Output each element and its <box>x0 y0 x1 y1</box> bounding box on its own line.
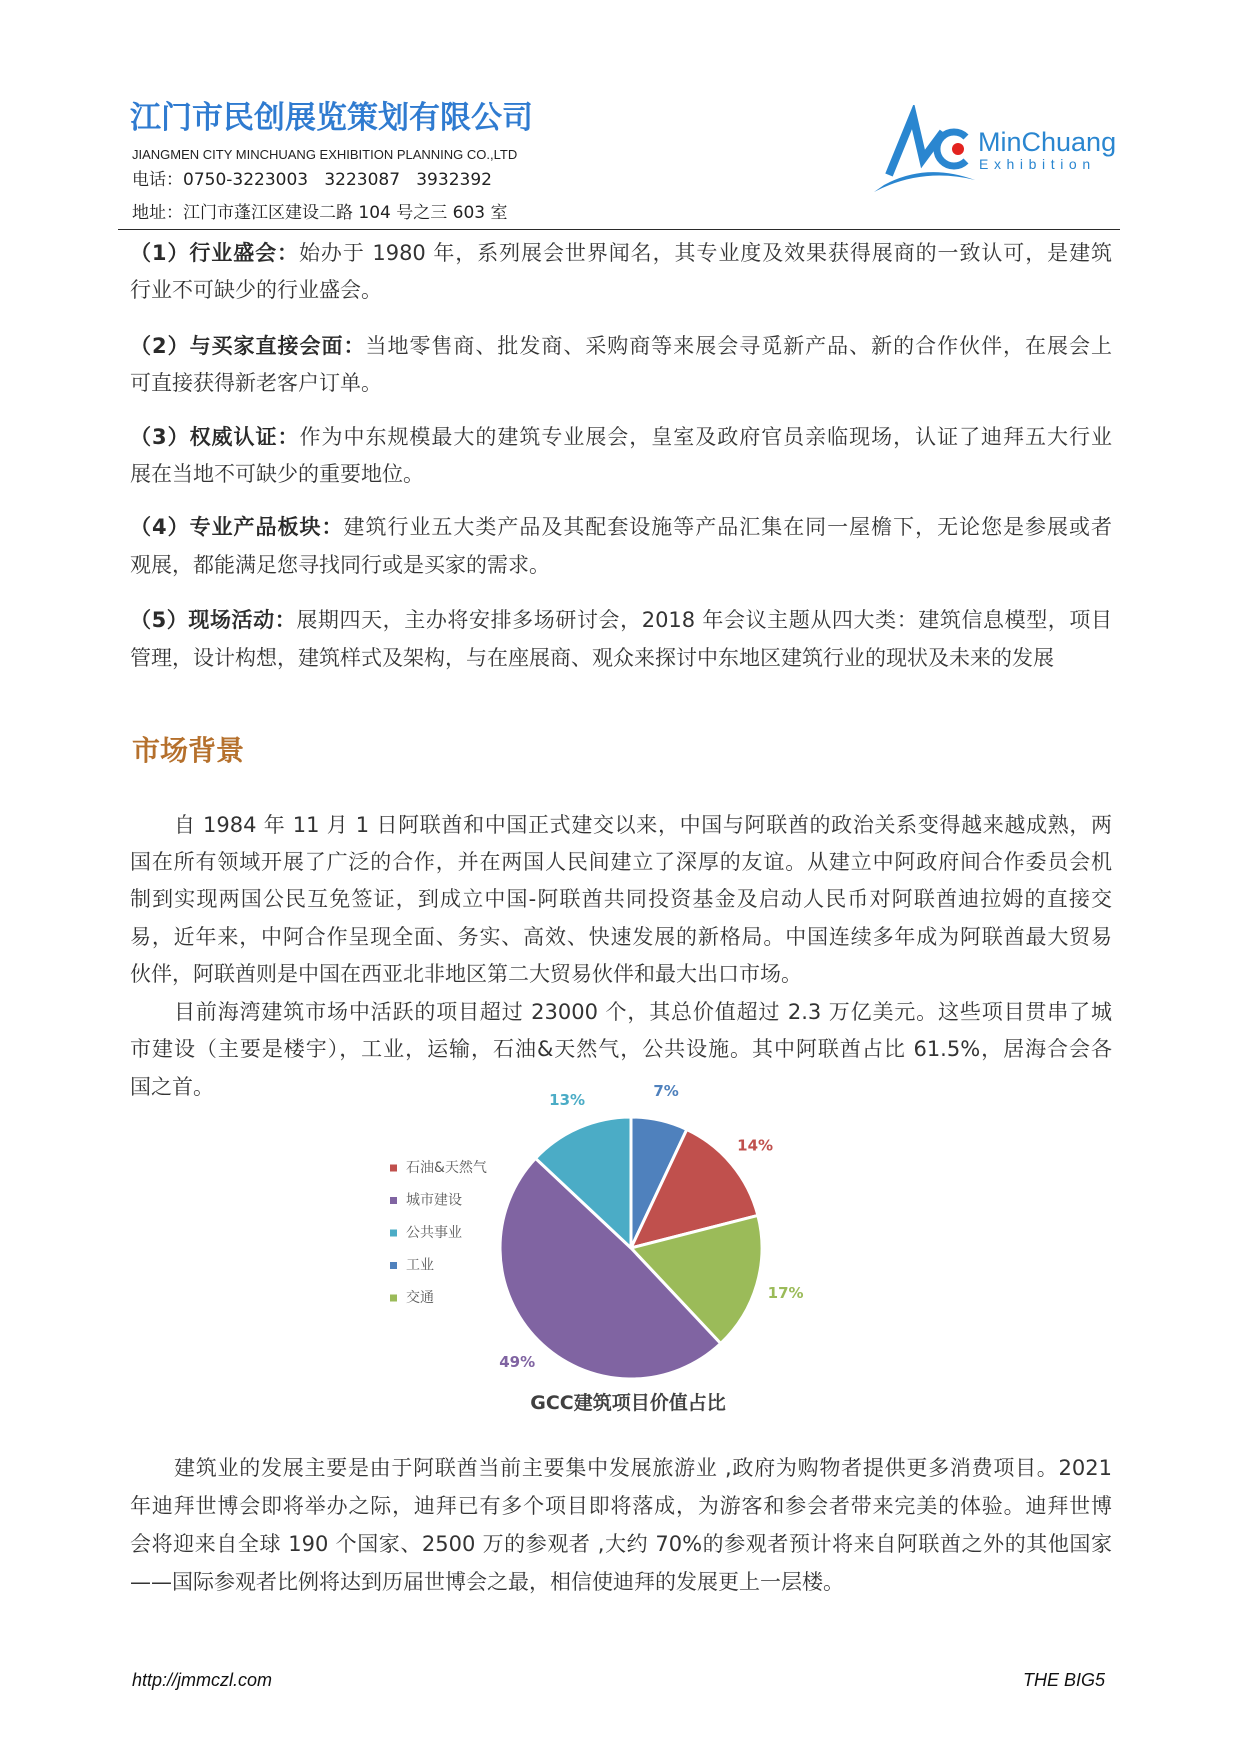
legend-label: 城市建设 <box>406 1192 462 1209</box>
gcc-project-value-pie-chart <box>380 1080 820 1425</box>
company-name-en: JIANGMEN CITY MINCHUANG EXHIBITION PLANNING CO.,LTD <box>132 147 518 162</box>
legend-label: 工业 <box>406 1257 434 1274</box>
paragraph-line: 建筑业的发展主要是由于阿联酋当前主要集中发展旅游业 ,政府为购物者提供更多消费项目。2021 <box>174 1456 1112 1480</box>
logo-brand-name: MinChuang <box>978 127 1117 157</box>
paragraph-line: ——国际参观者比例将达到历届世博会之最，相信使迪拜的发展更上一层楼。 <box>130 1570 844 1594</box>
paragraph-line: 年迪拜世博会即将举办之际，迪拜已有多个项目即将落成，为游客和参会者带来完美的体验。迪拜世博 <box>130 1494 1112 1518</box>
legend-item <box>390 1290 434 1306</box>
logo-swoosh <box>874 172 975 192</box>
feature-text: 始办于 1980 年，系列展会世界闻名，其专业度及效果获得展商的一致认可，是建筑 <box>298 241 1112 265</box>
legend-item <box>390 1224 462 1241</box>
section-heading-market-background: 市场背景 <box>132 734 245 767</box>
pie-data-label: 49% <box>499 1352 536 1371</box>
feature-3-line-1 <box>130 419 1112 455</box>
header-divider <box>118 229 1120 230</box>
feature-label: （3）权威认证： <box>130 425 300 449</box>
paragraph-line: 市建设（主要是楼宇），工业，运输，石油&天然气，公共设施。其中阿联酋占比 61.5%，居海合会各 <box>130 1037 1112 1061</box>
feature-4-line-2: 观展，都能满足您寻找同行或是买家的需求。 <box>130 553 550 577</box>
legend-item <box>390 1159 487 1176</box>
feature-1-line-1 <box>130 235 1112 271</box>
feature-3-line-2: 展在当地不可缺少的重要地位。 <box>130 462 424 486</box>
paragraph-line: 会将迎来自全球 190 个国家、2500 万的参观者 ,大约 70%的参观者预计将来自阿联酋之外的其他国家 <box>130 1532 1112 1556</box>
footer-tag: THE BIG5 <box>1022 1670 1105 1690</box>
legend-marker <box>390 1230 397 1237</box>
feature-label: （5）现场活动： <box>130 608 297 632</box>
feature-label: （4）专业产品板块： <box>130 515 344 539</box>
paragraph-line: 自 1984 年 11 月 1 日阿联酋和中国正式建交以来，中国与阿联酋的政治关系变得越来越成熟，两 <box>174 813 1112 837</box>
feature-2-line-2: 可直接获得新老客户订单。 <box>130 371 382 395</box>
pie-slices <box>500 1117 762 1379</box>
legend-marker <box>390 1165 397 1172</box>
feature-label: （2）与买家直接会面： <box>130 334 366 358</box>
paragraph-line: 国在所有领域开展了广泛的合作，并在两国人民间建立了深厚的友谊。从建立中阿政府间合作委员会机 <box>130 850 1112 874</box>
pie-data-label: 14% <box>737 1136 774 1155</box>
pie-data-label: 13% <box>549 1091 586 1110</box>
paragraph-line: 目前海湾建筑市场中活跃的项目超过 23000 个，其总价值超过 2.3 万亿美元。这些项目贯串了城 <box>174 1000 1112 1024</box>
feature-5-line-1 <box>130 602 1112 638</box>
chart-title: GCC建筑项目价值占比 <box>530 1392 726 1414</box>
feature-5-line-2: 管理，设计构想，建筑样式及架构，与在座展商、观众来探讨中东地区建筑行业的现状及未来的发展 <box>130 646 1054 670</box>
paragraph-line: 易，近年来，中阿合作呈现全面、务实、高效、快速发展的新格局。中国连续多年成为阿联酋最大贸易 <box>130 925 1112 949</box>
pie-data-label: 17% <box>767 1283 804 1302</box>
legend-label: 石油&天然气 <box>406 1160 487 1176</box>
legend-marker <box>390 1197 397 1204</box>
paragraph-line: 伙伴，阿联酋则是中国在西亚北非地区第二大贸易伙伴和最大出口市场。 <box>130 962 802 986</box>
logo-brand-sub: Exhibition <box>979 156 1096 172</box>
company-phone: 电话：0750-3223003 3223087 3932392 <box>132 170 492 190</box>
footer-website-url: http://jmmczl.com <box>132 1670 273 1690</box>
feature-4-line-1 <box>130 509 1112 545</box>
pie-data-label: 7% <box>653 1081 679 1100</box>
feature-1-line-2: 行业不可缺少的行业盛会。 <box>130 278 382 302</box>
paragraph-line: 制到实现两国公民互免签证，到成立中国-阿联酋共同投资基金及启动人民币对阿联酋迪拉姆的直接交 <box>130 887 1112 911</box>
chart-legend <box>390 1159 487 1306</box>
logo-red-dot <box>952 143 964 155</box>
feature-text: 当地零售商、批发商、采购商等来展会寻觅新产品、新的合作伙伴，在展会上 <box>365 334 1112 358</box>
company-name-cn: 江门市民创展览策划有限公司 <box>130 100 533 136</box>
feature-label: （1）行业盛会： <box>130 241 299 265</box>
legend-marker <box>390 1295 397 1302</box>
feature-text: 建筑行业五大类产品及其配套设施等产品汇集在同一屋檐下，无论您是参展或者 <box>343 515 1112 539</box>
legend-marker <box>390 1262 397 1269</box>
feature-text: 作为中东规模最大的建筑专业展会，皇室及政府官员亲临现场，认证了迪拜五大行业 <box>299 425 1112 449</box>
company-address: 地址：江门市蓬江区建设二路 104 号之三 603 室 <box>132 203 508 223</box>
legend-label: 公共事业 <box>406 1225 462 1241</box>
feature-2-line-1 <box>130 328 1112 364</box>
legend-item <box>390 1192 462 1209</box>
legend-label: 交通 <box>406 1290 434 1306</box>
feature-text: 展期四天，主办将安排多场研讨会，2018 年会议主题从四大类：建筑信息模型，项目 <box>296 608 1112 632</box>
paragraph-line: 国之首。 <box>130 1075 214 1099</box>
legend-item <box>390 1258 434 1274</box>
minchuang-logo-icon <box>870 105 980 200</box>
